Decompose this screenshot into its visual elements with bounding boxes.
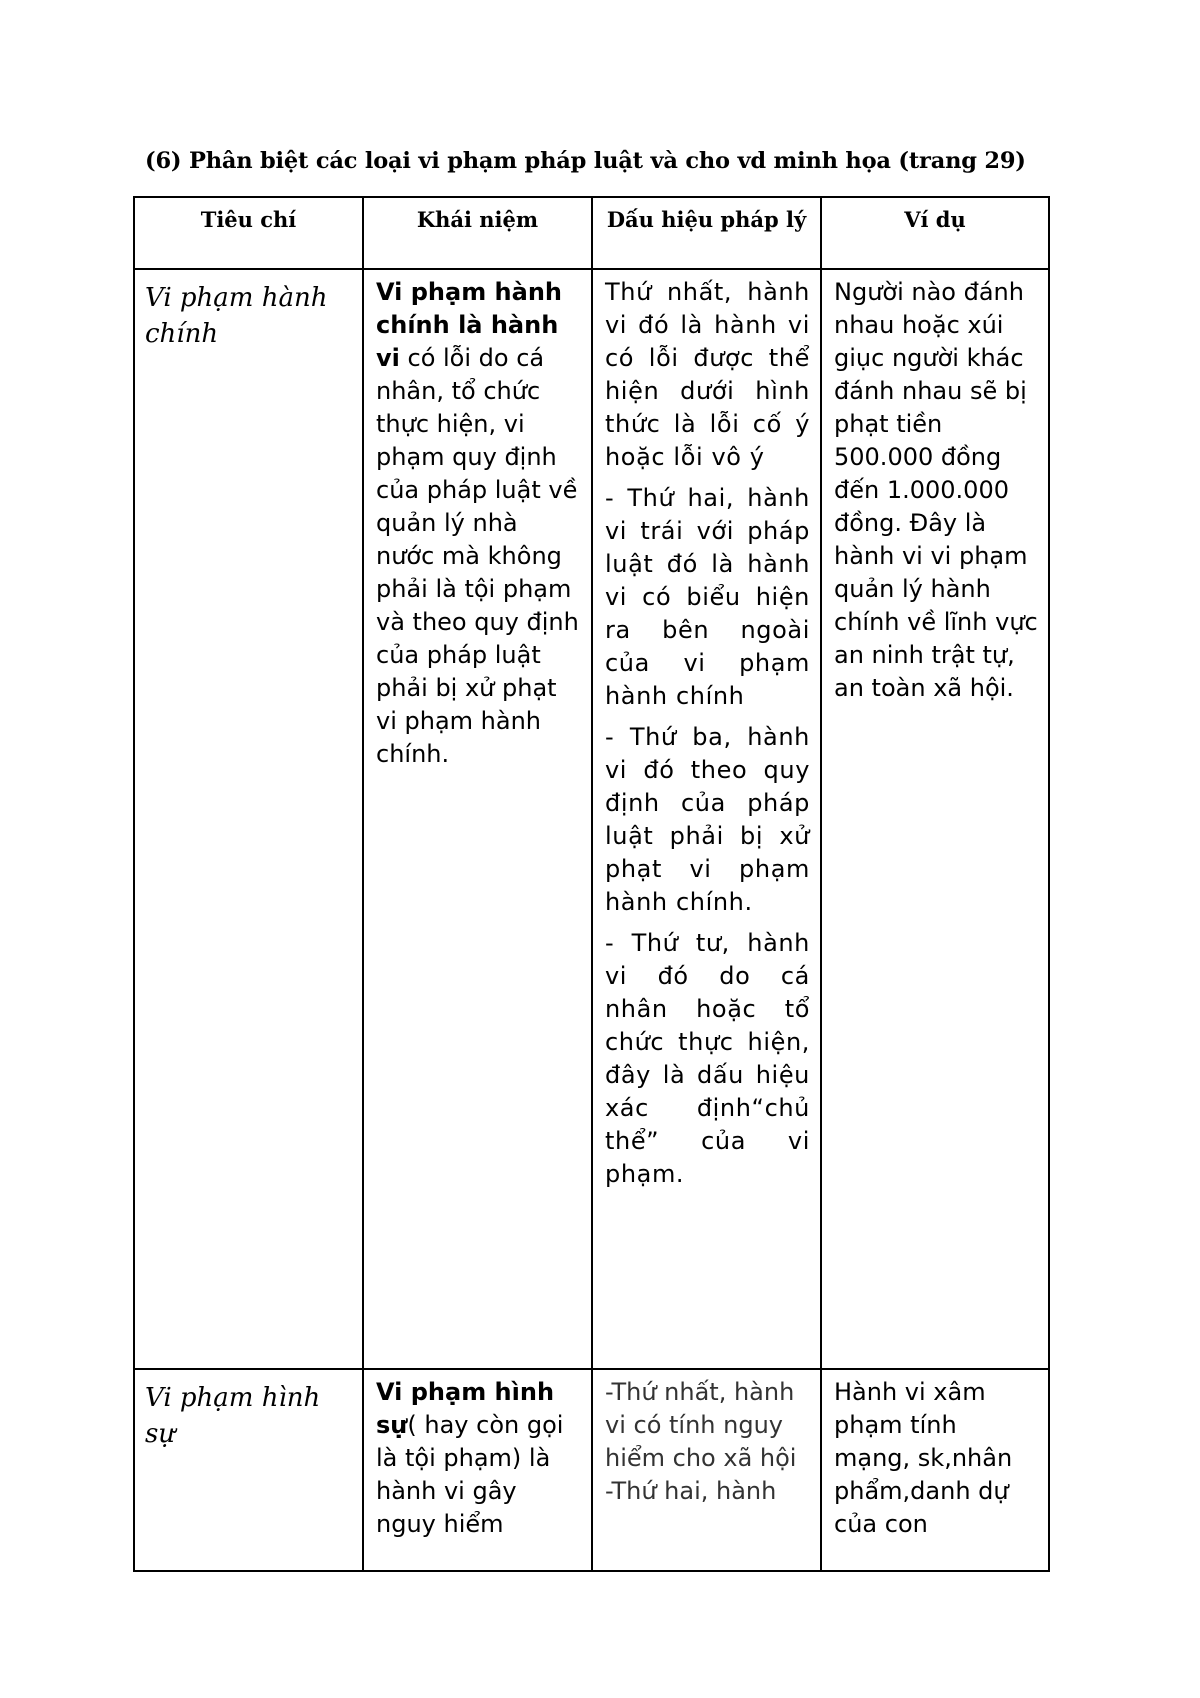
legal-sign-item: -Thứ hai, hành <box>605 1477 777 1505</box>
legal-signs-text <box>605 1376 810 1566</box>
example-text: Hành vi xâm phạm tính mạng, sk,nhân phẩm,danh dự của con <box>834 1378 1013 1538</box>
concept-term: Vi phạm hành chính là hành vi <box>376 278 563 372</box>
legal-sign-item: - Thứ hai, hành vi trái với pháp luật đó là hành vi có biểu hiện ra bên ngoài của vi phạm hành chính <box>605 484 810 710</box>
table-row <box>134 269 1049 1369</box>
concept-text <box>376 1376 581 1566</box>
legal-signs-cell <box>592 1369 821 1571</box>
header-concept: Khái niệm <box>363 197 592 269</box>
example-cell: Người nào đánh nhau hoặc xúi giục người khác đánh nhau sẽ bị phạt tiền 500.000 đồng đến 1.000.000 đồng. Đây là hành vi vi phạm quản lý hành chính về lĩnh vực an ninh trật tự, an toàn xã hội. <box>821 269 1049 1369</box>
legal-sign-item: -Thứ nhất, hành vi có tính nguy hiểm cho xã hội <box>605 1378 797 1472</box>
concept-term: Vi phạm hình sự <box>376 1378 555 1439</box>
legal-signs-cell <box>592 269 821 1369</box>
concept-cell <box>363 1369 592 1571</box>
document-title: (6) Phân biệt các loại vi phạm pháp luật và cho vd minh họa (trang 29) <box>145 148 1026 174</box>
legal-sign-item: - Thứ tư, hành vi đó do cá nhân hoặc tổ chức thực hiện, đây là dấu hiệu xác định“chủ thể” của vi phạm. <box>605 929 810 1188</box>
header-criteria: Tiêu chí <box>134 197 363 269</box>
concept-cell <box>363 269 592 1369</box>
concept-definition: có lỗi do cá nhân, tổ chức thực hiện, vi phạm quy định của pháp luật về quản lý nhà nước mà không phải là tội phạm và theo quy định của pháp luật phải bị xử phạt vi phạm hành chính. <box>376 344 579 768</box>
legal-sign-item: - Thứ ba, hành vi đó theo quy định của pháp luật phải bị xử phạt vi phạm hành chính. <box>605 723 810 916</box>
legal-sign-item: Thứ nhất, hành vi đó là hành vi có lỗi được thể hiện dưới hình thức là lỗi cố ý hoặc lỗi vô ý <box>605 278 810 471</box>
table-row <box>134 1369 1049 1571</box>
table-header-row <box>134 197 1049 269</box>
criteria-cell: Vi phạm hành chính <box>134 269 363 1369</box>
concept-definition: ( hay còn gọi là tội phạm) là hành vi gây nguy hiểm <box>376 1411 564 1538</box>
criteria-cell <box>134 1369 363 1571</box>
header-legal-signs: Dấu hiệu pháp lý <box>592 197 821 269</box>
comparison-table <box>133 196 1050 1572</box>
criteria-text: Vi phạm hình sự <box>145 1383 321 1449</box>
header-example: Ví dụ <box>821 197 1049 269</box>
example-cell <box>821 1369 1049 1571</box>
